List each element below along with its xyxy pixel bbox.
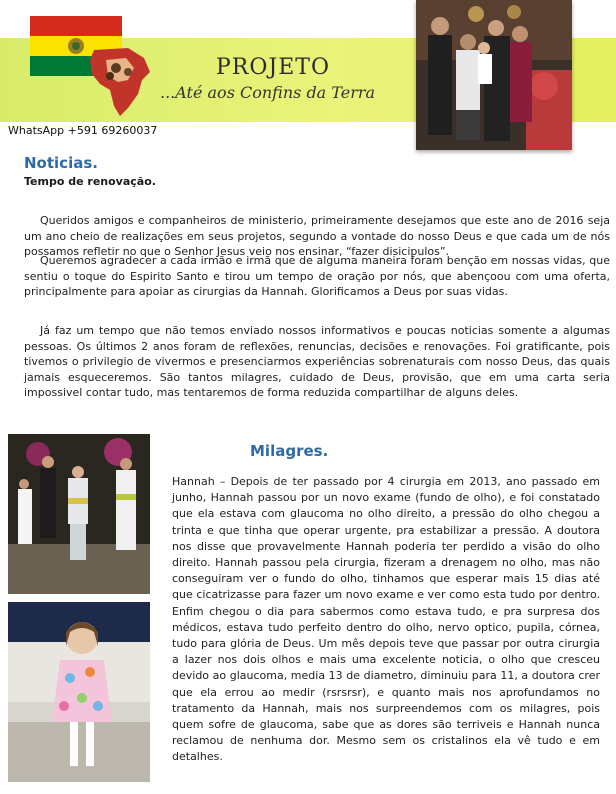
family-photo: [416, 0, 572, 150]
news-subheading: Tempo de renovação.: [24, 175, 156, 188]
news-paragraph: Queridos amigos e companheiros de ministerio, primeiramente desejamos que este ano de 2016 seja um ano cheio de realizações em seus projetos, segundo a vontade do nosso Deus e que cada um de nós possamos refletir no que o Senhor Jesus veio nos ensinar, “fazer disicipulos”.: [24, 214, 610, 258]
miracles-paragraph: Hannah – Depois de ter passado por 4 cirurgia em 2013, ano passado em junho, Hannah passou por un novo exame (fundo de olho), e foi constatado que ela estava com glaucoma no olho direito, a pressão do olho chegou a trinta e que tinha que operar urgente, pra estabilizar a pressão. A doutora nos disse que provavelmente Hannah poderia ter perdido a visão do olho direito. Hannah passou pela cirurgia, fizeram a drenagem no olho, mas não conseguiram ver o fundo do olho, tinhamos que esperar mais 15 dias até que cicatrizasse para fazer um novo exame e ver como esta tudo por dentro. Enfim chegou o dia para sabermos como estava tudo, e pra surpresa dos médicos, estava tudo perfeito dentro do olho, nervo optico, pupila, córnea, tudo para glória de Deus. Um mês depois teve que passar por outra cirurgia a lazer nos dois olhos e mais uma excelente noticia, o olho que cresceu devido ao glaucoma, media 13 de diametro, diminuiu para 11, a doutora crer que ela errou ao medir (rsrsrsr), e quanto mais nos aprofundamos no tratamento da Hannah, mais nos surpreendemos com os milagres, pois quem sofre de glaucoma, sabe que as dores são terriveis e Hannah nunca reclamou de nenhuma dor. Mesmo sem os cristalinos ela vê tudo e em detalhes.: [172, 475, 600, 764]
girl-portrait-photo: [8, 602, 150, 782]
africa-map-icon: [88, 46, 152, 118]
news-heading: Noticias.: [24, 154, 98, 172]
dance-performance-photo: [8, 434, 150, 594]
news-paragraph: Queremos agradecer a cada irmão e irmã que de alguma maneira foram benção em nossas vidas, que sentiu o toque do Espirito Santo e tirou um tempo de oração por nós, que abençoou com uma oferta, principalmente para apoiar as cirurgias da Hannah. Glorificamos a Deus por suas vidas.: [24, 254, 610, 298]
news-paragraph: Já faz um tempo que não temos enviado nossos informativos e poucas noticias somente a algumas pessoas. Os últimos 2 anos foram de reflexões, renuncias, decisões e renovações. Foi gratificante, pois tivemos o privilegio de vivermos e presenciarmos experiências sobrenaturais com nosso Deus, das quais jamais esqueceremos. São tantos milagres, cuidado de Deus, provisão, que em uma carta seria impossivel contar tudo, mas tentaremos de forma reduzida compartilhar de alguns deles.: [24, 324, 610, 399]
page-subtitle: ...Até aos Confins da Terra: [160, 83, 376, 102]
miracles-heading: Milagres.: [250, 442, 329, 460]
page-title: PROJETO: [216, 55, 330, 80]
whatsapp-contact: WhatsApp +591 69260037: [8, 124, 158, 137]
